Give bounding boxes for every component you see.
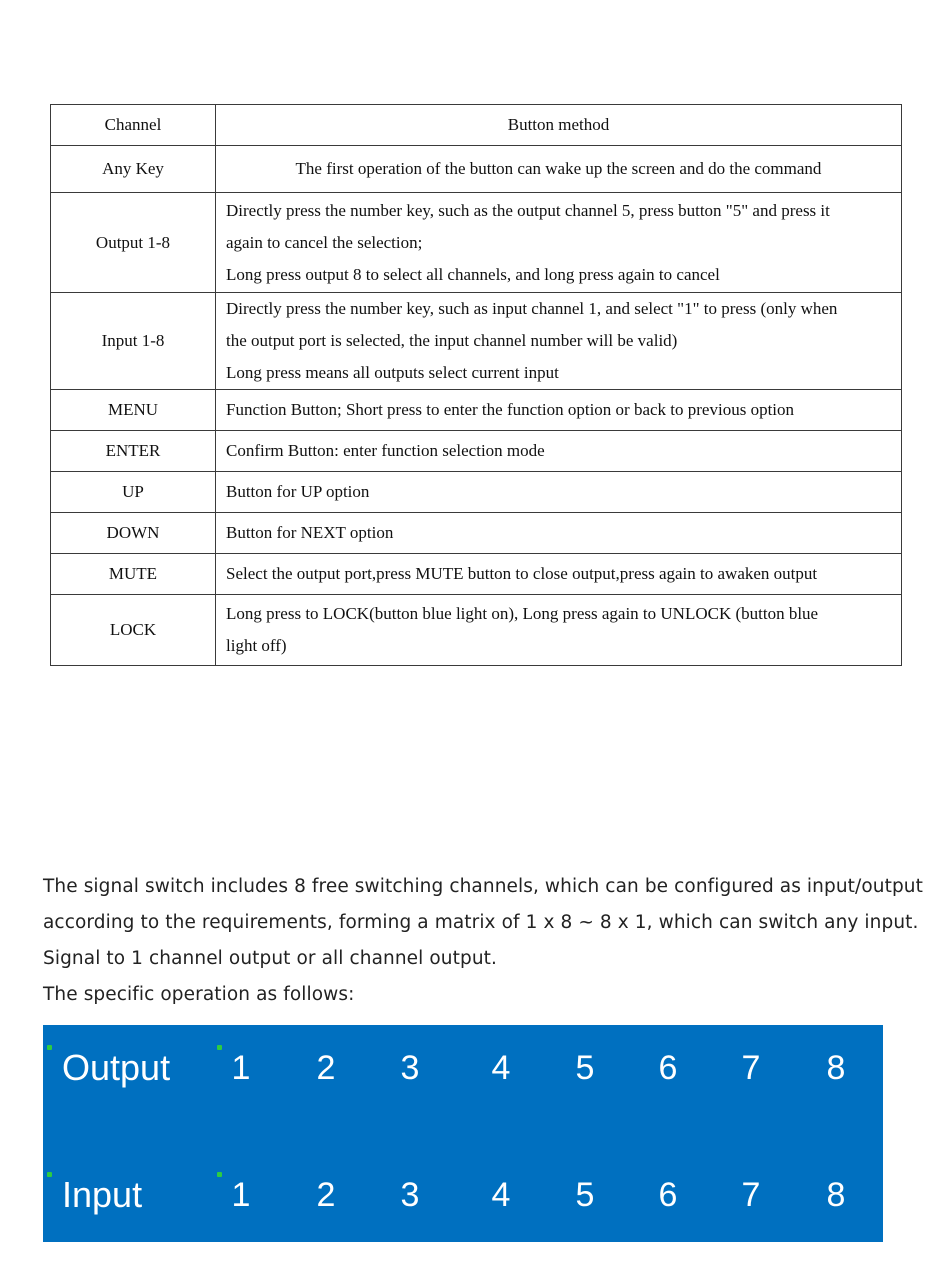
input-channel-1[interactable]: 1 [231, 1176, 251, 1214]
output-channel-4[interactable]: 4 [491, 1049, 511, 1087]
method-cell [216, 472, 902, 513]
table-row [51, 472, 902, 513]
input-channel-5[interactable]: 5 [575, 1176, 595, 1214]
input-channel-2[interactable]: 2 [316, 1176, 336, 1214]
method-cell [216, 390, 902, 431]
method-line: Button for UP option [226, 482, 370, 501]
method-line: Long press to LOCK(button blue light on), Long press again to UNLOCK (button blue [226, 604, 819, 623]
channel-cell: MUTE [51, 554, 216, 595]
method-line: Directly press the number key, such as input channel 1, and select "1" to press (only when [226, 299, 838, 318]
output-channel-3[interactable]: 3 [400, 1049, 420, 1087]
method-cell [216, 431, 902, 472]
method-cell [216, 293, 902, 390]
method-line: Long press output 8 to select all channels, and long press again to cancel [226, 264, 720, 284]
channel-cell: Output 1-8 [51, 193, 216, 293]
channel-cell: Input 1-8 [51, 293, 216, 390]
method-line: Long press means all outputs select current input [226, 363, 559, 382]
intro-paragraph [43, 869, 923, 1013]
table-row [51, 390, 902, 431]
method-cell [216, 554, 902, 595]
header-button-method: Button method [216, 105, 902, 146]
output-channel-8[interactable]: 8 [826, 1049, 846, 1087]
method-line: light off) [226, 636, 287, 655]
status-dot-icon [217, 1045, 222, 1050]
method-line: Confirm Button: enter function selection mode [226, 441, 545, 460]
method-line: Select the output port,press MUTE button to close output,press again to awaken output [226, 564, 818, 583]
output-label: Output [62, 1047, 171, 1088]
status-dot-icon [47, 1172, 52, 1177]
table-row [51, 595, 902, 666]
table-row [51, 513, 902, 554]
method-cell [216, 193, 902, 293]
table-row [51, 193, 902, 293]
channel-cell: Any Key [51, 146, 216, 193]
input-channel-3[interactable]: 3 [400, 1176, 420, 1214]
method-line: Function Button; Short press to enter the function option or back to previous option [226, 400, 795, 419]
channel-cell: DOWN [51, 513, 216, 554]
channel-cell: LOCK [51, 595, 216, 666]
output-row [43, 1043, 883, 1103]
status-dot-icon [47, 1045, 52, 1050]
output-channel-1[interactable]: 1 [231, 1049, 251, 1087]
input-channel-7[interactable]: 7 [741, 1176, 761, 1214]
intro-line: Signal to 1 channel output or all channel output. [43, 948, 497, 969]
method-cell [216, 595, 902, 666]
output-channel-7[interactable]: 7 [741, 1049, 761, 1087]
input-channel-6[interactable]: 6 [658, 1176, 678, 1214]
input-row [43, 1170, 883, 1230]
input-channel-8[interactable]: 8 [826, 1176, 846, 1214]
table-row [51, 554, 902, 595]
button-method-table [50, 104, 902, 666]
channel-cell: MENU [51, 390, 216, 431]
output-channel-2[interactable]: 2 [316, 1049, 336, 1087]
intro-line: The specific operation as follows: [43, 984, 355, 1005]
header-channel: Channel [51, 105, 216, 146]
table-row [51, 293, 902, 390]
output-channel-5[interactable]: 5 [575, 1049, 595, 1087]
intro-line: according to the requirements, forming a matrix of 1 x 8 ~ 8 x 1, which can switch any input. [43, 912, 919, 933]
method-line: the output port is selected, the input channel number will be valid) [226, 331, 678, 350]
table-row [51, 431, 902, 472]
output-channel-6[interactable]: 6 [658, 1049, 678, 1087]
method-line: Directly press the number key, such as the output channel 5, press button "5" and press it [226, 200, 830, 220]
table-row [51, 146, 902, 193]
status-dot-icon [217, 1172, 222, 1177]
method-line: The first operation of the button can wake up the screen and do the command [295, 159, 822, 178]
input-channel-4[interactable]: 4 [491, 1176, 511, 1214]
intro-line: The signal switch includes 8 free switching channels, which can be configured as input/output [43, 876, 923, 897]
input-label: Input [62, 1174, 143, 1215]
method-cell [216, 146, 902, 193]
method-line: Button for NEXT option [226, 523, 394, 542]
method-line: again to cancel the selection; [226, 232, 423, 252]
table-header-row [51, 105, 902, 146]
method-cell [216, 513, 902, 554]
channel-cell: UP [51, 472, 216, 513]
channel-cell: ENTER [51, 431, 216, 472]
channel-display-panel [43, 1025, 883, 1242]
